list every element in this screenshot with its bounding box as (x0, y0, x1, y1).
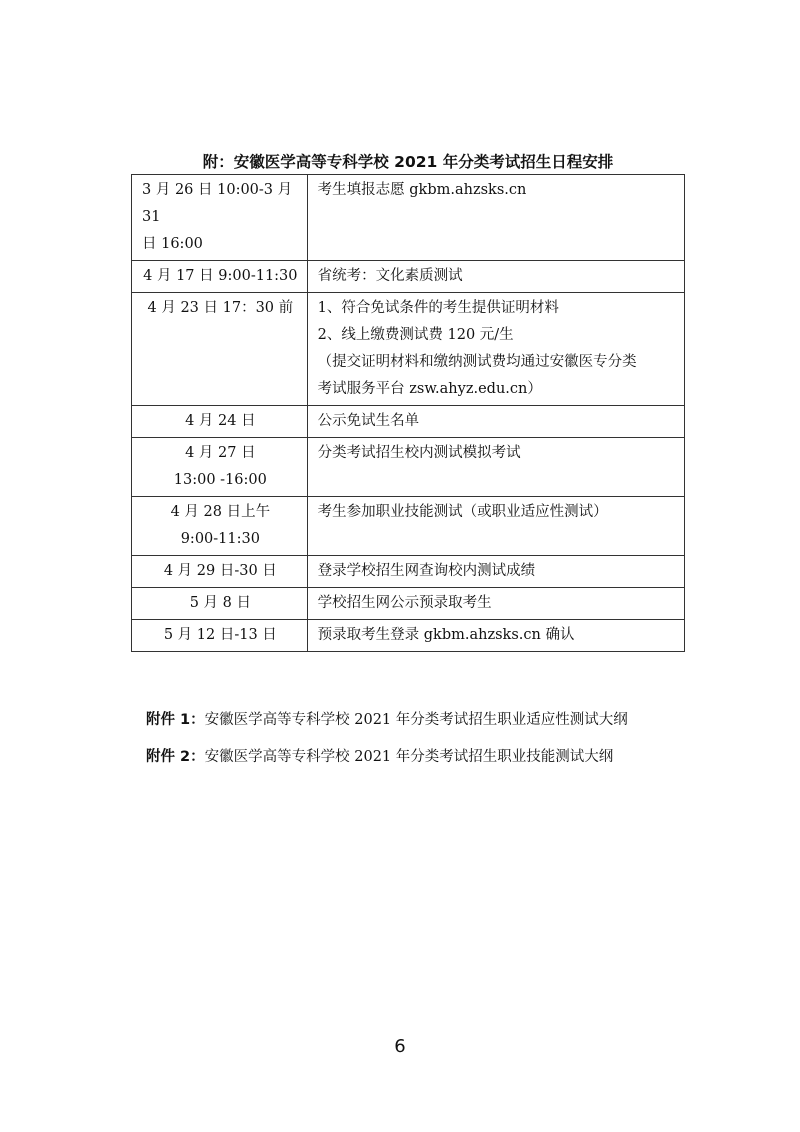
time-text: 9:00-11:30 (180, 531, 260, 547)
event-cell (307, 588, 684, 620)
event-cell (307, 293, 684, 406)
event-cell (307, 620, 684, 652)
time-text: 5 月 8 日 (189, 595, 251, 611)
time-cell (132, 293, 308, 406)
event-cell (307, 175, 684, 261)
event-text: 考生填报志愿 gkbm.ahzsks.cn (317, 182, 527, 198)
event-cell (307, 438, 684, 497)
table-row (132, 293, 685, 406)
table-row (132, 438, 685, 497)
event-text: 2、线上缴费测试费 120 元/生 (317, 327, 514, 343)
event-cell (307, 406, 684, 438)
event-text: 考试服务平台 zsw.ahyz.edu.cn） (317, 381, 542, 397)
table-row (132, 556, 685, 588)
table-row (132, 175, 685, 261)
event-text: 登录学校招生网查询校内测试成绩 (317, 563, 536, 579)
page-number: 6 (394, 1036, 406, 1057)
time-cell (132, 175, 308, 261)
event-text: 分类考试招生校内测试模拟考试 (317, 445, 521, 461)
time-text: 4 月 29 日-30 日 (163, 563, 277, 579)
time-cell (132, 438, 308, 497)
attachment-item (146, 747, 628, 767)
event-text: 预录取考生登录 gkbm.ahzsks.cn 确认 (317, 627, 575, 643)
time-text: 4 月 27 日 (185, 445, 256, 461)
time-cell (132, 620, 308, 652)
event-text: （提交证明材料和缴纳测试费均通过安徽医专分类 (317, 354, 637, 370)
time-cell (132, 261, 308, 293)
event-text: 公示免试生名单 (317, 413, 420, 429)
time-text: 日 16:00 (142, 236, 203, 252)
table-row (132, 588, 685, 620)
table-row (132, 620, 685, 652)
time-text: 13:00 -16:00 (173, 472, 267, 488)
table-row (132, 406, 685, 438)
event-text: 1、符合免试条件的考生提供证明材料 (317, 300, 559, 316)
time-cell (132, 556, 308, 588)
event-cell (307, 497, 684, 556)
time-cell (132, 588, 308, 620)
attachment-text: 安徽医学高等专科学校 2021 年分类考试招生职业技能测试大纲 (204, 749, 614, 765)
time-text: 5 月 12 日-13 日 (163, 627, 277, 643)
event-text: 省统考：文化素质测试 (317, 268, 463, 284)
time-text: 4 月 23 日 17：30 前 (147, 300, 294, 316)
attachments-list (146, 710, 628, 784)
event-cell (307, 261, 684, 293)
time-cell (132, 497, 308, 556)
event-text: 学校招生网公示预录取考生 (317, 595, 492, 611)
attachment-item (146, 710, 628, 730)
table-row (132, 261, 685, 293)
time-cell (132, 406, 308, 438)
table-row (132, 497, 685, 556)
attachment-label: 附件 1： (146, 712, 205, 728)
time-text: 4 月 17 日 9:00-11:30 (143, 268, 298, 284)
attachment-text: 安徽医学高等专科学校 2021 年分类考试招生职业适应性测试大纲 (204, 712, 628, 728)
event-text: 考生参加职业技能测试（或职业适应性测试） (317, 504, 608, 520)
event-cell (307, 556, 684, 588)
time-text: 4 月 24 日 (185, 413, 256, 429)
time-text: 4 月 28 日上午 (170, 504, 271, 520)
schedule-table (131, 174, 685, 652)
time-text: 3 月 26 日 10:00-3 月 31 (142, 182, 293, 225)
page-title: 附：安徽医学高等专科学校 2021 年分类考试招生日程安排 (202, 153, 614, 171)
attachment-label: 附件 2： (146, 749, 205, 765)
